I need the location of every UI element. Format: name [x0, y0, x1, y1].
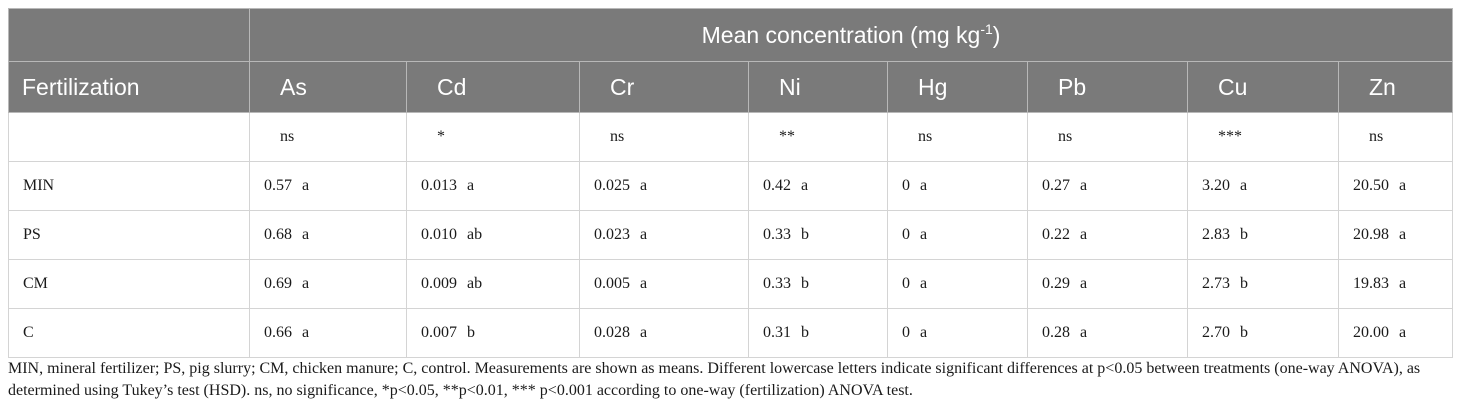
- cell-value: 0.33: [763, 275, 791, 292]
- significance-cu: ***: [1188, 113, 1339, 162]
- cell-ni: [749, 162, 888, 211]
- cell-value: 0.007: [421, 324, 457, 341]
- cell-pb: [1028, 260, 1188, 309]
- row-label: MIN: [9, 162, 250, 211]
- cell-letter: a: [1399, 275, 1407, 292]
- cell-value: 0.69: [264, 275, 292, 292]
- group-header: [250, 9, 1453, 62]
- cell-value: 0.28: [1042, 324, 1070, 341]
- cell-letter: a: [920, 177, 928, 194]
- cell-value: 0.010: [421, 226, 457, 243]
- cell-value: 0.028: [594, 324, 630, 341]
- cell-value: 2.70: [1202, 324, 1230, 341]
- cell-letter: a: [1399, 177, 1407, 194]
- cell-letter: b: [801, 226, 809, 243]
- cell-letter: a: [640, 226, 648, 243]
- significance-zn: ns: [1339, 113, 1453, 162]
- column-header-pb: Pb: [1028, 62, 1188, 113]
- cell-value: 20.50: [1353, 177, 1389, 194]
- cell-value: 0: [902, 226, 910, 243]
- cell-cd: [407, 309, 580, 358]
- column-header-row: [9, 62, 1453, 113]
- cell-value: 0.29: [1042, 275, 1070, 292]
- cell-cu: [1188, 309, 1339, 358]
- cell-as: [250, 211, 407, 260]
- cell-value: 20.00: [1353, 324, 1389, 341]
- cell-letter: a: [920, 226, 928, 243]
- cell-as: [250, 309, 407, 358]
- table-row: [9, 211, 1453, 260]
- significance-row: [9, 113, 1453, 162]
- cell-as: [250, 260, 407, 309]
- cell-letter: a: [1240, 177, 1248, 194]
- row-label: PS: [9, 211, 250, 260]
- cell-letter: a: [1080, 177, 1088, 194]
- cell-pb: [1028, 309, 1188, 358]
- cell-letter: a: [1080, 226, 1088, 243]
- cell-value: 0: [902, 324, 910, 341]
- cell-ni: [749, 211, 888, 260]
- cell-cu: [1188, 260, 1339, 309]
- cell-zn: [1339, 162, 1453, 211]
- table-row: [9, 162, 1453, 211]
- column-header-cr: Cr: [580, 62, 749, 113]
- cell-value: 0: [902, 177, 910, 194]
- group-header-row: [9, 9, 1453, 62]
- cell-value: 0.27: [1042, 177, 1070, 194]
- cell-value: 0.013: [421, 177, 457, 194]
- cell-letter: a: [640, 275, 648, 292]
- cell-value: 0.42: [763, 177, 791, 194]
- concentration-table: [8, 8, 1453, 358]
- cell-letter: a: [1399, 226, 1407, 243]
- cell-value: 3.20: [1202, 177, 1230, 194]
- cell-value: 0.009: [421, 275, 457, 292]
- cell-letter: a: [640, 177, 648, 194]
- significance-as: ns: [250, 113, 407, 162]
- cell-letter: a: [302, 275, 310, 292]
- significance-cr: ns: [580, 113, 749, 162]
- cell-value: 0.005: [594, 275, 630, 292]
- group-header-close: ): [992, 21, 1001, 48]
- cell-letter: a: [640, 324, 648, 341]
- column-header-hg: Hg: [888, 62, 1028, 113]
- cell-letter: b: [801, 275, 809, 292]
- cell-letter: a: [920, 324, 928, 341]
- cell-letter: a: [920, 275, 928, 292]
- column-header-fertilization: Fertilization: [9, 62, 250, 113]
- cell-value: 0.025: [594, 177, 630, 194]
- cell-cd: [407, 260, 580, 309]
- cell-cr: [580, 309, 749, 358]
- cell-letter: b: [1240, 226, 1248, 243]
- cell-cr: [580, 162, 749, 211]
- row-label: C: [9, 309, 250, 358]
- cell-cr: [580, 211, 749, 260]
- cell-letter: ab: [467, 275, 483, 292]
- cell-value: 0.31: [763, 324, 791, 341]
- cell-letter: a: [1399, 324, 1407, 341]
- cell-letter: a: [467, 177, 475, 194]
- group-header-superscript: -1: [980, 20, 993, 37]
- row-label: CM: [9, 260, 250, 309]
- column-header-ni: Ni: [749, 62, 888, 113]
- cell-as: [250, 162, 407, 211]
- cell-value: 2.73: [1202, 275, 1230, 292]
- cell-cd: [407, 162, 580, 211]
- cell-hg: [888, 162, 1028, 211]
- cell-hg: [888, 309, 1028, 358]
- cell-value: 2.83: [1202, 226, 1230, 243]
- cell-letter: b: [1240, 275, 1248, 292]
- cell-cu: [1188, 162, 1339, 211]
- cell-value: 0.66: [264, 324, 292, 341]
- cell-value: 0.22: [1042, 226, 1070, 243]
- cell-value: 0.023: [594, 226, 630, 243]
- significance-pb: ns: [1028, 113, 1188, 162]
- cell-zn: [1339, 260, 1453, 309]
- header-empty-cell: [9, 9, 250, 62]
- cell-pb: [1028, 162, 1188, 211]
- cell-value: 19.83: [1353, 275, 1389, 292]
- cell-letter: b: [467, 324, 475, 341]
- cell-zn: [1339, 309, 1453, 358]
- cell-value: 0.68: [264, 226, 292, 243]
- cell-letter: a: [302, 324, 310, 341]
- cell-value: 20.98: [1353, 226, 1389, 243]
- cell-ni: [749, 309, 888, 358]
- group-header-text: Mean concentration (mg kg: [701, 21, 981, 48]
- cell-zn: [1339, 211, 1453, 260]
- cell-cu: [1188, 211, 1339, 260]
- cell-hg: [888, 211, 1028, 260]
- cell-value: 0.33: [763, 226, 791, 243]
- cell-value: 0.57: [264, 177, 292, 194]
- cell-letter: a: [302, 226, 310, 243]
- cell-ni: [749, 260, 888, 309]
- cell-letter: b: [1240, 324, 1248, 341]
- significance-label: [9, 113, 250, 162]
- significance-ni: **: [749, 113, 888, 162]
- significance-hg: ns: [888, 113, 1028, 162]
- cell-letter: b: [801, 324, 809, 341]
- column-header-cu: Cu: [1188, 62, 1339, 113]
- cell-letter: a: [1080, 324, 1088, 341]
- cell-letter: a: [302, 177, 310, 194]
- column-header-as: As: [250, 62, 407, 113]
- table-row: [9, 309, 1453, 358]
- table-row: [9, 260, 1453, 309]
- cell-hg: [888, 260, 1028, 309]
- column-header-cd: Cd: [407, 62, 580, 113]
- cell-cd: [407, 211, 580, 260]
- cell-value: 0: [902, 275, 910, 292]
- table-footnote: MIN, mineral fertilizer; PS, pig slurry; CM, chicken manure; C, control. Measurements are shown as means. Different lowercase letters indicate significant differences at p<0.05 between treatments (one-way ANOVA), as determined using Tukey’s test (HSD). ns, no significance, *p<0.05, **p<0.01, *** p<0.001 according to one-way (fertilization) ANOVA test.: [8, 360, 1421, 399]
- cell-cr: [580, 260, 749, 309]
- cell-pb: [1028, 211, 1188, 260]
- column-header-zn: Zn: [1339, 62, 1453, 113]
- cell-letter: a: [801, 177, 809, 194]
- significance-cd: *: [407, 113, 580, 162]
- cell-letter: ab: [467, 226, 483, 243]
- cell-letter: a: [1080, 275, 1088, 292]
